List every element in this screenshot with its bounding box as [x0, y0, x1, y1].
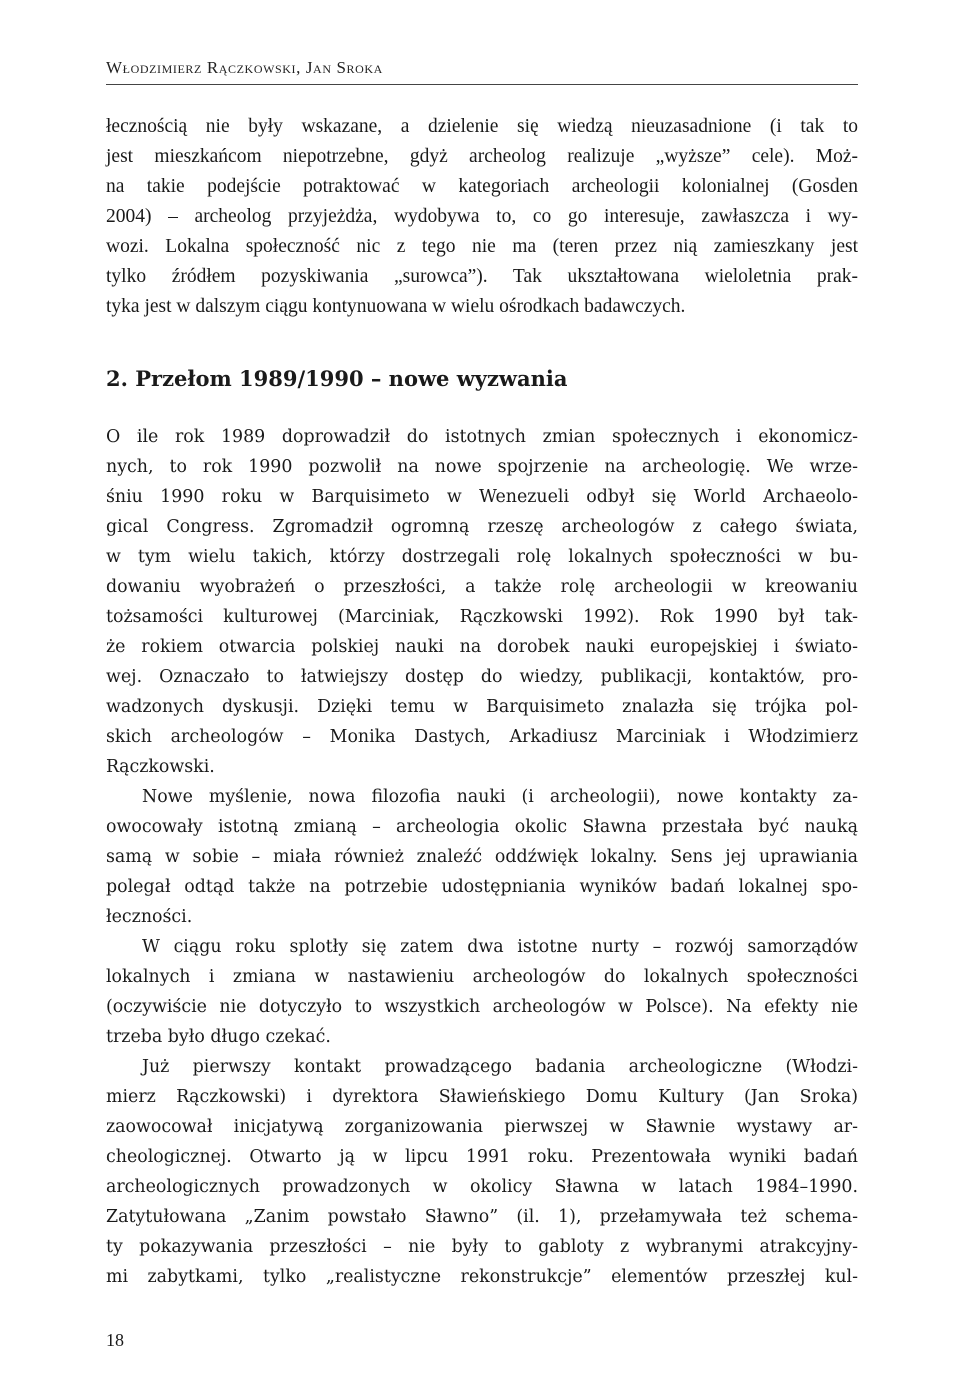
intro-paragraph	[106, 112, 858, 322]
section-body	[106, 422, 858, 1292]
text-line: cheologicznej. Otwarto ją w lipcu 1991 roku. Prezentowała wyniki badań	[106, 1147, 858, 1167]
text-line: (oczywiście nie dotyczyło to wszystkich archeologów w Polsce). Na efekty nie	[106, 997, 858, 1017]
text-line: W ciągu roku splotły się zatem dwa istotne nurty – rozwój samorządów	[142, 937, 858, 957]
text-line: wej. Oznaczało to łatwiejszy dostęp do wiedzy, publikacji, kontaktów, pro-	[106, 667, 858, 687]
text-line: Rączkowski.	[106, 757, 215, 777]
text-line: łecznością nie były wskazane, a dzielenie się wiedzą nieuzasadnione (i tak to	[106, 116, 858, 137]
text-line: jest mieszkańcom niepotrzebne, gdyż archeolog realizuje „wyższe” cele). Moż-	[106, 146, 858, 167]
text-line: mierz Rączkowski) i dyrektora Sławieńskiego Domu Kultury (Jan Sroka)	[106, 1087, 858, 1107]
text-line: Zatytułowana „Zanim powstało Sławno” (il. 1), przełamywała też schema-	[106, 1207, 858, 1227]
text-line: w tym wielu takich, którzy dostrzegali rolę lokalnych społeczności w bu-	[106, 547, 858, 567]
text-line: mi zabytkami, tylko „realistyczne rekonstrukcje” elementów przeszłej kul-	[106, 1267, 858, 1287]
text-line: wadzonych dyskusji. Dzięki temu w Barquisimeto znalazła się trójka pol-	[106, 697, 858, 717]
text-line: gical Congress. Zgromadził ogromną rzeszę archeologów z całego świata,	[106, 517, 858, 537]
text-line: archeologicznych prowadzonych w okolicy Sławna w latach 1984–1990.	[106, 1177, 858, 1197]
text-line: polegał odtąd także na potrzebie udostępniania wyników badań lokalnej spo-	[106, 877, 858, 897]
text-line: lokalnych i zmiana w nastawieniu archeologów do lokalnych społeczności	[106, 967, 858, 987]
text-line: owocowały istotną zmianą – archeologia okolic Sławna przestała być nauką	[106, 817, 858, 837]
text-line: że rokiem otwarcia polskiej nauki na dorobek nauki europejskiej i świato-	[106, 637, 858, 657]
text-line: dowaniu wyobrażeń o przeszłości, a także rolę archeologii w kreowaniu	[106, 577, 858, 597]
text-line: śniu 1990 roku w Barquisimeto w Wenezueli odbył się World Archaeolo-	[106, 487, 858, 507]
text-line: nych, to rok 1990 pozwolił na nowe spojrzenie na archeologię. We wrze-	[106, 457, 858, 477]
text-line: 2004) – archeolog przyjeżdża, wydobywa to, co go interesuje, zawłaszcza i wy-	[106, 206, 858, 227]
text-line: trzeba było długo czekać.	[106, 1027, 331, 1047]
text-line: tyka jest w dalszym ciągu kontynuowana w wielu ośrodkach badawczych.	[106, 296, 686, 317]
text-line: Już pierwszy kontakt prowadzącego badania archeologiczne (Włodzi-	[142, 1057, 858, 1077]
text-line: zaowocował inicjatywą zorganizowania pierwszej w Sławnie wystawy ar-	[106, 1117, 858, 1137]
text-line: samą w sobie – miała również znaleźć oddźwięk lokalny. Sens jej uprawiania	[106, 847, 858, 867]
text-line: tylko źródłem pozyskiwania „surowca”). Tak ukształtowana wieloletnia prak-	[106, 266, 858, 287]
running-title: Włodzimierz Rączkowski, Jan Sroka	[106, 58, 383, 77]
text-line: skich archeologów – Monika Dastych, Arkadiusz Marciniak i Włodzimierz	[106, 727, 858, 747]
text-line: ty pokazywania przeszłości – nie były to gabloty z wybranymi atrakcyjny-	[106, 1237, 858, 1257]
running-header	[106, 58, 858, 85]
page-number: 18	[106, 1330, 124, 1350]
text-line: na takie podejście potraktować w kategoriach archeologii kolonialnej (Gosden	[106, 176, 858, 197]
text-line: O ile rok 1989 doprowadził do istotnych zmian społecznych i ekonomicz-	[106, 427, 858, 447]
section-heading: 2. Przełom 1989/1990 – nowe wyzwania	[106, 366, 568, 391]
text-line: wozi. Lokalna społeczność nic z tego nie ma (teren przez nią zamieszkany jest	[106, 236, 858, 257]
text-line: łeczności.	[106, 907, 193, 927]
text-line: Nowe myślenie, nowa filozofia nauki (i archeologii), nowe kontakty za-	[142, 787, 858, 807]
text-line: tożsamości kulturowej (Marciniak, Rączkowski 1992). Rok 1990 był tak-	[106, 607, 858, 627]
